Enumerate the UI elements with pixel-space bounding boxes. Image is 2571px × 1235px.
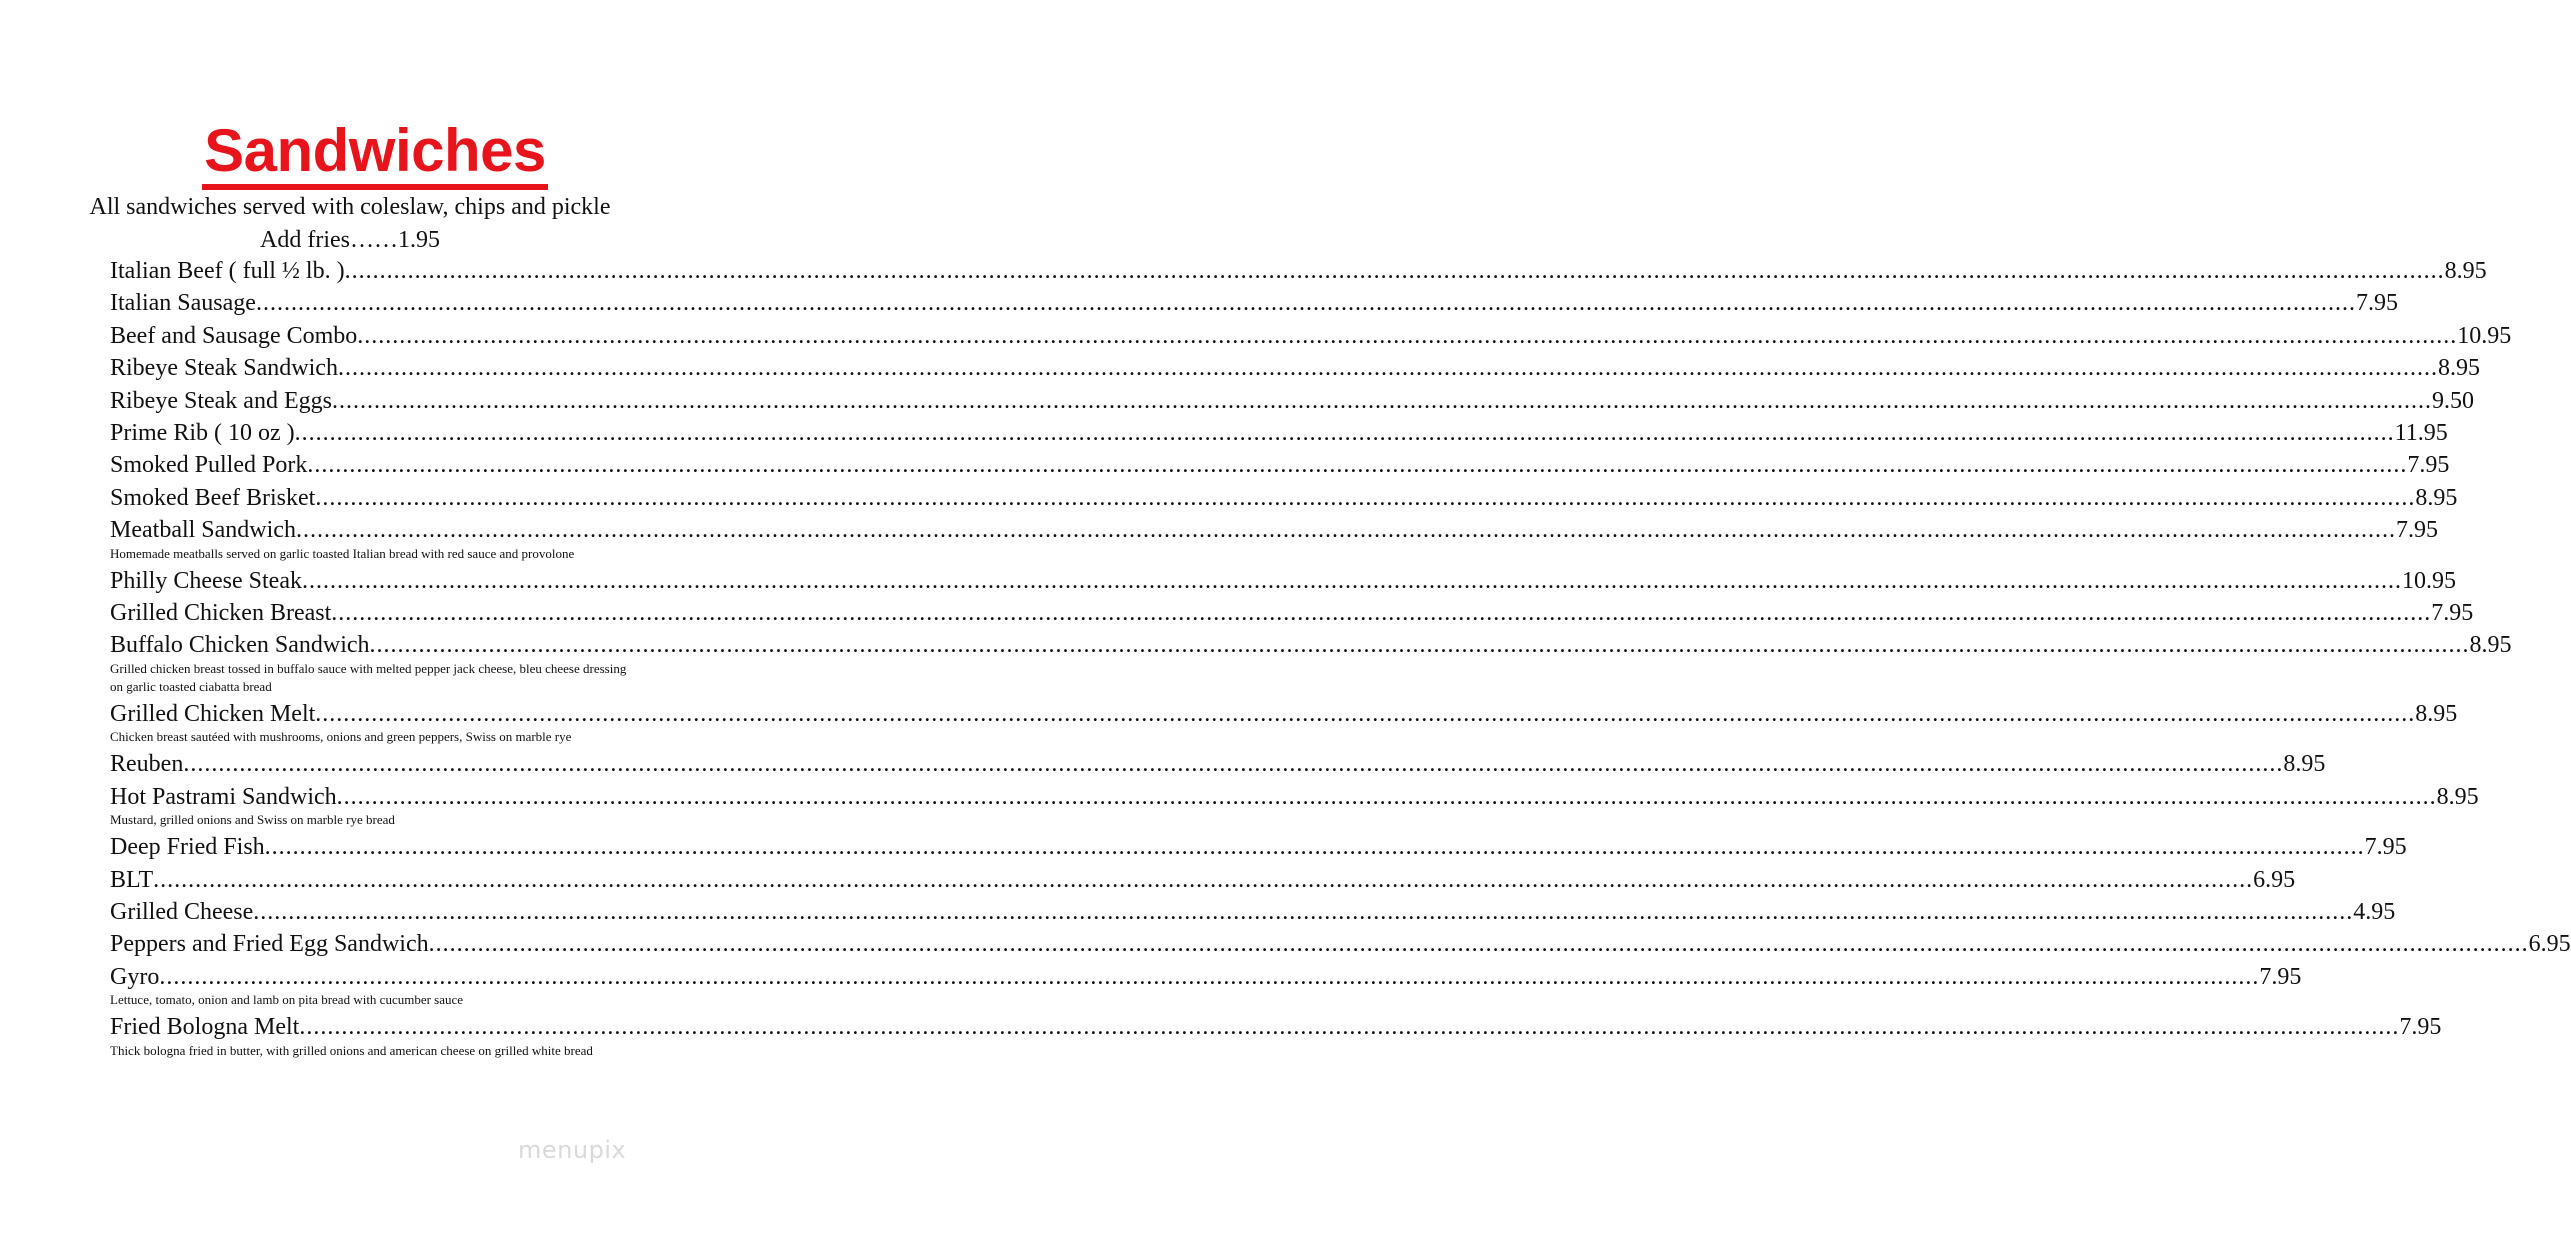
- menu-item-description: Mustard, grilled onions and Swiss on marble rye bread: [110, 812, 395, 828]
- menu-item-price: 11.95: [2394, 420, 2448, 447]
- menu-item-name: Peppers and Fried Egg Sandwich: [110, 931, 429, 958]
- menu-item-line: [110, 597, 2474, 629]
- menu-item-price: 7.95: [2407, 452, 2450, 479]
- menu-item: [110, 781, 2479, 829]
- menu-item-name: Meatball Sandwich: [110, 517, 296, 544]
- menu-item: [110, 417, 2448, 449]
- menu-item-price: 7.95: [2399, 1014, 2442, 1041]
- menu-item-price: 4.95: [2353, 898, 2396, 925]
- menu-item-line: [110, 864, 2296, 896]
- dot-leader: ............................................................................................................................................................................................................................................................................................................: [299, 1014, 2400, 1041]
- menu-item-price: 10.95: [2457, 322, 2512, 349]
- dot-leader: ............................................................................................................................................................................................................................................................................................................: [307, 452, 2408, 479]
- menu-item-name: Reuben: [110, 751, 184, 778]
- menu-item-price: 7.95: [2395, 517, 2438, 544]
- menu-item-name: Prime Rib ( 10 oz ): [110, 420, 295, 447]
- menu-item-price: 7.95: [2364, 834, 2407, 861]
- menu-item: [110, 255, 2487, 287]
- menu-item-line: [110, 287, 2398, 319]
- menu-item: [110, 961, 2302, 1009]
- menu-item-line: [110, 320, 2512, 352]
- add-fries-line: Add fries……1.95: [260, 227, 440, 253]
- dot-leader: ............................................................................................................................................................................................................................................................................................................: [336, 783, 2437, 810]
- menu-item-line: [110, 698, 2458, 730]
- menu-item-price: 6.95: [2253, 866, 2296, 893]
- menu-item-name: Italian Sausage: [110, 290, 256, 317]
- dot-leader: ............................................................................................................................................................................................................................................................................................................: [255, 290, 2356, 317]
- menu-item: [110, 928, 2571, 960]
- menu-item-line: [110, 255, 2487, 287]
- dot-leader: ............................................................................................................................................................................................................................................................................................................: [331, 600, 2432, 627]
- menu-item: [110, 287, 2398, 319]
- menu-item-line: [110, 449, 2450, 481]
- menu-item-name: Fried Bologna Melt: [110, 1014, 300, 1041]
- menu-item: [110, 1011, 2442, 1059]
- menu-item-description: Chicken breast sautéed with mushrooms, onions and green peppers, Swiss on marble rye: [110, 729, 572, 745]
- menu-item-name: Smoked Pulled Pork: [110, 452, 308, 479]
- menu-item-line: [110, 352, 2480, 384]
- menu-item: [110, 896, 2396, 928]
- dot-leader: ............................................................................................................................................................................................................................................................................................................: [344, 258, 2445, 284]
- menu-item-price: 8.95: [2436, 783, 2479, 810]
- menu-item-description: Thick bologna fried in butter, with grilled onions and american cheese on grilled white bread: [110, 1042, 593, 1058]
- menu-item-name: Buffalo Chicken Sandwich: [110, 632, 370, 659]
- menu-item: [110, 352, 2480, 384]
- menu-item-line: [110, 896, 2396, 928]
- menu-item-price: 10.95: [2401, 567, 2456, 594]
- menu-item-price: 8.95: [2444, 258, 2487, 284]
- dot-leader: ............................................................................................................................................................................................................................................................................................................: [153, 866, 2254, 893]
- menu-item-line: [110, 565, 2456, 597]
- menu-item-name: Smoked Beef Brisket: [110, 484, 316, 511]
- menu-item-description: Grilled chicken breast tossed in buffalo sauce with melted pepper jack cheese, bleu cheese dressing on garlic toasted ciabatta bread: [110, 660, 627, 694]
- menu-item-line: [110, 514, 2438, 546]
- menu-item-name: BLT: [110, 866, 154, 893]
- menu-item-line: [110, 928, 2571, 960]
- menu-item-description: Homemade meatballs served on garlic toasted Italian bread with red sauce and provolone: [110, 545, 575, 561]
- dot-leader: ............................................................................................................................................................................................................................................................................................................: [357, 322, 2458, 349]
- dot-leader: ............................................................................................................................................................................................................................................................................................................: [253, 898, 2354, 925]
- dot-leader: ............................................................................................................................................................................................................................................................................................................: [301, 567, 2402, 594]
- dot-leader: ............................................................................................................................................................................................................................................................................................................: [159, 963, 2260, 990]
- menu-item-price: 8.95: [2415, 700, 2458, 727]
- menu-item-price: 8.95: [2437, 355, 2480, 382]
- menu-item-name: Grilled Chicken Breast: [110, 600, 332, 627]
- menu-item: [110, 698, 2458, 746]
- menu-item: [110, 597, 2474, 629]
- dot-leader: ............................................................................................................................................................................................................................................................................................................: [264, 834, 2365, 861]
- menu-item-name: Philly Cheese Steak: [110, 567, 302, 594]
- dot-leader: ............................................................................................................................................................................................................................................................................................................: [337, 355, 2438, 382]
- dot-leader: ............................................................................................................................................................................................................................................................................................................: [295, 517, 2396, 544]
- menu-item-line: [110, 961, 2302, 993]
- page-title: Sandwiches: [202, 118, 548, 190]
- menu-item-price: 7.95: [2259, 963, 2302, 990]
- menu-item-name: Italian Beef ( full ½ lb. ): [110, 258, 345, 284]
- dot-leader: ............................................................................................................................................................................................................................................................................................................: [331, 387, 2432, 414]
- menu-item: [110, 629, 2512, 695]
- menu-item-line: [110, 385, 2474, 417]
- dot-leader: ............................................................................................................................................................................................................................................................................................................: [428, 931, 2529, 958]
- menu-item: [110, 514, 2438, 562]
- menu-item-line: [110, 831, 2407, 863]
- menu-item-name: Deep Fried Fish: [110, 834, 265, 861]
- menu-item-line: [110, 417, 2448, 449]
- menu-item: [110, 449, 2450, 481]
- menu-item: [110, 864, 2296, 896]
- menu-item-price: 7.95: [2431, 600, 2474, 627]
- menu-item-name: Beef and Sausage Combo: [110, 322, 358, 349]
- intro-line: All sandwiches served with coleslaw, chips and pickle: [89, 194, 611, 220]
- menu-list: [110, 255, 2571, 1062]
- menu-item-name: Gyro: [110, 963, 160, 990]
- menu-item-line: [110, 748, 2326, 780]
- menu-item-price: 8.95: [2415, 484, 2458, 511]
- menu-item-name: Hot Pastrami Sandwich: [110, 783, 337, 810]
- dot-leader: ............................................................................................................................................................................................................................................................................................................: [315, 700, 2416, 727]
- menu-item-name: Ribeye Steak and Eggs: [110, 387, 332, 414]
- menu-item-line: [110, 1011, 2442, 1043]
- menu-item-name: Grilled Chicken Melt: [110, 700, 316, 727]
- menu-item: [110, 565, 2456, 597]
- menu-item-line: [110, 482, 2458, 514]
- dot-leader: ............................................................................................................................................................................................................................................................................................................: [369, 632, 2470, 659]
- menu-item-name: Grilled Cheese: [110, 898, 254, 925]
- menu-item: [110, 320, 2512, 352]
- menu-item-price: 8.95: [2283, 751, 2326, 778]
- menu-item: [110, 482, 2458, 514]
- menu-item-name: Ribeye Steak Sandwich: [110, 355, 338, 382]
- menu-item-price: 6.95: [2528, 931, 2571, 958]
- menu-item: [110, 748, 2326, 780]
- page-title-wrap: [0, 118, 750, 190]
- dot-leader: ............................................................................................................................................................................................................................................................................................................: [315, 484, 2416, 511]
- menu-item: [110, 385, 2474, 417]
- menu-item: [110, 831, 2407, 863]
- dot-leader: ............................................................................................................................................................................................................................................................................................................: [183, 751, 2284, 778]
- menu-item-description: Lettuce, tomato, onion and lamb on pita bread with cucumber sauce: [110, 992, 464, 1008]
- menu-item-price: 8.95: [2469, 632, 2512, 659]
- menupix-watermark: menupix: [518, 1136, 627, 1164]
- menu-item-line: [110, 781, 2479, 813]
- dot-leader: ............................................................................................................................................................................................................................................................................................................: [294, 420, 2395, 447]
- menu-item-line: [110, 629, 2512, 661]
- menu-item-price: 9.50: [2431, 387, 2474, 414]
- menu-item-price: 7.95: [2355, 290, 2398, 317]
